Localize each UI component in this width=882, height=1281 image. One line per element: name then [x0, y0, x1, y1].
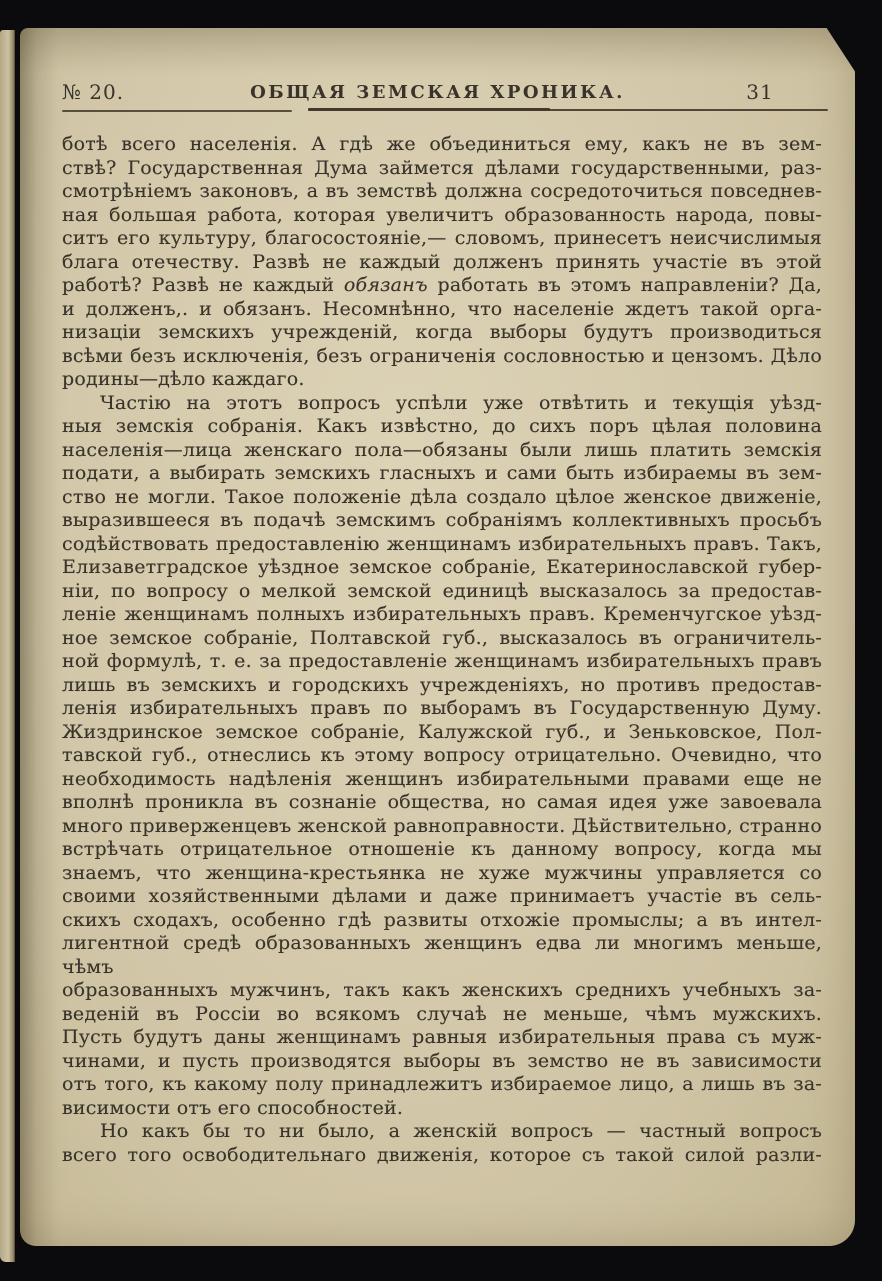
issue-number: № 20.: [62, 80, 125, 104]
text-line: необходимость надѣленія женщинъ избирательными правами еще не: [62, 767, 822, 790]
paragraph: [62, 1120, 822, 1167]
text-line: образованныхъ мужчинъ, такъ какъ женскихъ среднихъ учебныхъ за-: [62, 979, 822, 1001]
text-line: ной формулѣ, т. е. за предоставленіе женщинамъ избирательныхъ правъ: [62, 650, 822, 672]
text-line: ное земское собраніе, Полтавской губ., высказалось въ ограничитель-: [62, 626, 822, 649]
text-line: ная большая работа, которая увеличитъ образованность народа, повы-: [62, 203, 822, 226]
text-line: своими хозяйственными дѣлами и даже принимаетъ участіе въ сель-: [62, 885, 822, 907]
text-line: Частію на этотъ вопросъ успѣли уже отвѣтить и текущія уѣзд-: [100, 391, 822, 414]
text-line: низаціи земскихъ учрежденій, когда выборы будутъ производиться: [62, 321, 822, 343]
text-line: населенія—лица женскаго пола—обязаны были лишь платить земскія: [62, 438, 822, 461]
text-line: лигентной средѣ образованныхъ женщинъ едва ли многимъ меньше, чѣмъ: [62, 932, 822, 978]
text-line: выразившееся въ подачѣ земскимъ собраніямъ коллективныхъ просьбъ: [62, 509, 822, 531]
text-line: ніи, по вопросу о мелкой земской единицѣ высказалось за предостав-: [62, 579, 822, 602]
header-rule-right: [525, 109, 828, 111]
text-line: смотрѣніемъ законовъ, а въ земствѣ должна сосредоточиться повседнев-: [62, 180, 822, 202]
text-line: всѣми безъ исключенія, безъ ограниченія сословностью и цензомъ. Дѣло: [62, 344, 822, 367]
text-line: скихъ сходахъ, особенно гдѣ развиты отхожіе промыслы; а въ интел-: [62, 908, 822, 931]
text-line: и долженъ,. и обязанъ. Несомнѣнно, что населеніе ждетъ такой орга-: [62, 297, 822, 320]
text-line: Но какъ бы то ни было, а женскій вопросъ — частный вопросъ: [100, 1120, 822, 1142]
text-line: леніе женщинамъ полныхъ избирательныхъ правъ. Кременчугское уѣзд-: [62, 603, 822, 625]
text-line: висимости отъ его способностей.: [62, 1096, 404, 1119]
text-line: лишь въ земскихъ и городскихъ учрежденіяхъ, но противъ предостав-: [62, 673, 822, 696]
text-block: [62, 133, 822, 1167]
paragraph: [62, 133, 822, 392]
page-corner-fold: [826, 27, 856, 73]
text-line: Пусть будутъ даны женщинамъ равныя избирательныя права съ муж-: [62, 1026, 822, 1048]
text-line: всего того освободительнаго движенія, которое съ такой силой разли-: [62, 1143, 822, 1166]
text-line: Елизаветградское уѣздное земское собраніе, Екатеринославской губер-: [62, 556, 822, 578]
text-line: ленія избирательныхъ правъ по выборамъ въ Государственную Думу.: [62, 697, 822, 719]
text-line: ныя земскія собранія. Какъ извѣстно, до сихъ поръ цѣлая половина: [62, 415, 822, 437]
text-line: ситъ его культуру, благосостояніе,— словомъ, принесетъ неисчислимыя: [62, 227, 822, 249]
book-page: [20, 28, 855, 1246]
text-line: ство не могли. Такое положеніе дѣла создало цѣлое женское движеніе,: [62, 485, 822, 508]
header-rule-left: [62, 110, 292, 112]
text-line: тавской губ., отнеслись къ этому вопросу отрицательно. Очевидно, что: [62, 744, 822, 766]
text-line: ствѣ? Государственная Дума займется дѣлами государственными, раз-: [62, 156, 822, 179]
paragraph: [62, 392, 822, 1121]
text-line: веденій въ Россіи во всякомъ случаѣ не меньше, чѣмъ мужскихъ.: [62, 1002, 822, 1025]
text-line: много приверженцевъ женской равноправности. Дѣйствительно, странно: [62, 814, 822, 837]
text-line: содѣйствовать предоставленію женщинамъ избирательныхъ правъ. Такъ,: [62, 532, 822, 555]
text-line: подати, а выбирать земскихъ гласныхъ и сами быть избираемы въ зем-: [62, 462, 822, 484]
header-rule-center: [308, 108, 550, 111]
text-line: знаемъ, что женщина-крестьянка не хуже мужчины управляется со: [62, 861, 822, 884]
text-line: блага отечеству. Развѣ не каждый долженъ принять участіе въ этой: [62, 250, 822, 273]
text-line: Жиздринское земское собраніе, Калужской губ., и Зеньковское, Пол-: [62, 720, 822, 743]
text-line: вполнѣ проникла въ сознаніе общества, но самая идея уже завоевала: [62, 791, 822, 813]
running-title: ОБЩАЯ ЗЕМСКАЯ ХРОНИКА.: [250, 82, 625, 103]
adjacent-page-edge: [0, 30, 15, 1262]
text-line: ботѣ всего населенія. А гдѣ же объединиться ему, какъ не въ зем-: [62, 133, 822, 155]
page-number: 31: [746, 80, 774, 104]
text-line: чинами, и пусть производятся выборы въ земство не въ зависимости: [62, 1049, 822, 1072]
text-line: отъ того, къ какому полу принадлежитъ избираемое лицо, а лишь въ за-: [62, 1073, 822, 1095]
text-line: работѣ? Развѣ не каждый обязанъ работать въ этомъ направленіи? Да,: [62, 274, 822, 296]
text-line: родины—дѣло каждаго.: [62, 368, 305, 390]
text-line: встрѣчать отрицательное отношеніе къ данному вопросу, когда мы: [62, 838, 822, 860]
page-header: [20, 80, 855, 106]
